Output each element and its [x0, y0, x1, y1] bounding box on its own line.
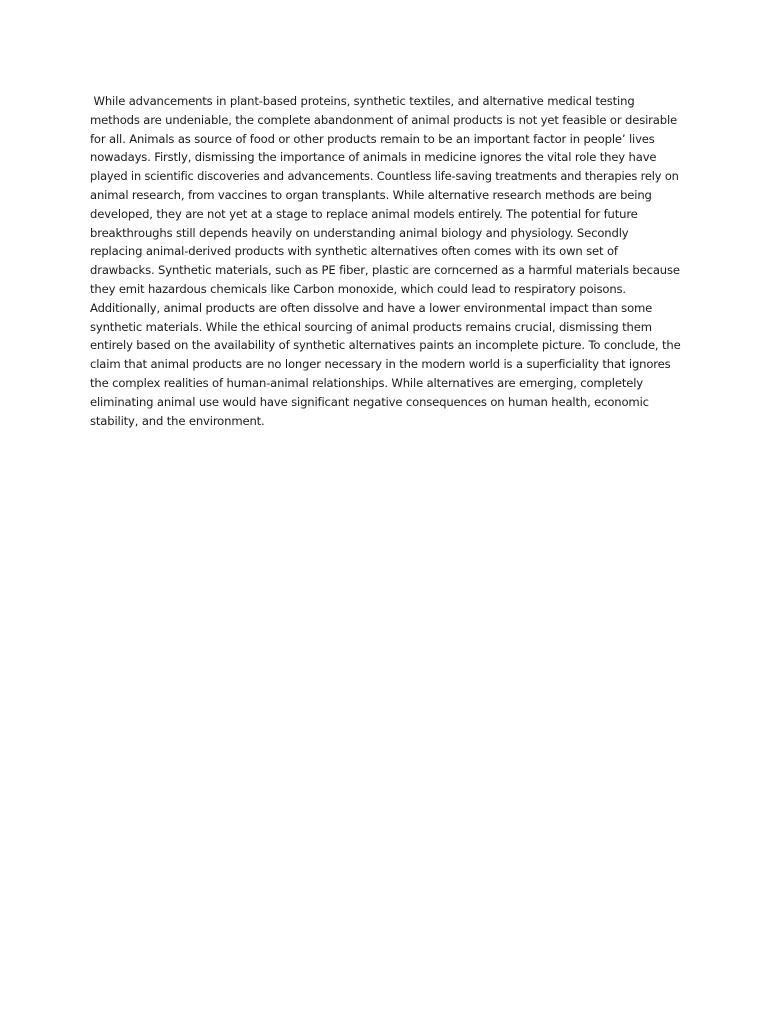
paragraph-line: they emit hazardous chemicals like Carbon monoxide, which could lead to respiratory poisons. [90, 281, 626, 296]
paragraph-line: synthetic materials. While the ethical sourcing of animal products remains crucial, dismissing them [90, 319, 652, 334]
paragraph-line: entirely based on the availability of synthetic alternatives paints an incomplete picture. To conclude, the [90, 338, 681, 353]
paragraph-line: animal research, from vaccines to organ transplants. While alternative research methods are being [90, 187, 652, 202]
paragraph-line: replacing animal-derived products with synthetic alternatives often comes with its own set of [90, 244, 618, 259]
paragraph-line: for all. Animals as source of food or other products remain to be an important factor in people’ lives [90, 131, 655, 146]
paragraph-line: nowadays. Firstly, dismissing the importance of animals in medicine ignores the vital role they have [90, 150, 657, 165]
paragraph-line: breakthroughs still depends heavily on understanding animal biology and physiology. Secondly [90, 225, 629, 240]
paragraph-line: played in scientific discoveries and advancements. Countless life-saving treatments and therapies rely on [90, 169, 679, 184]
paragraph-line: methods are undeniable, the complete abandonment of animal products is not yet feasible or desirable [90, 112, 678, 127]
essay-paragraph [90, 92, 682, 430]
paragraph-line: developed, they are not yet at a stage to replace animal models entirely. The potential for future [90, 206, 638, 221]
paragraph-line: Additionally, animal products are often dissolve and have a lower environmental impact than some [90, 300, 653, 315]
paragraph-line: drawbacks. Synthetic materials, such as PE fiber, plastic are corncerned as a harmful materials because [90, 263, 680, 278]
paragraph-line: stability, and the environment. [90, 413, 265, 428]
paragraph-line: the complex realities of human-animal relationships. While alternatives are emerging, completely [90, 375, 643, 390]
paragraph-line: claim that animal products are no longer necessary in the modern world is a superficiality that ignores [90, 357, 671, 372]
paragraph-line: While advancements in plant-based proteins, synthetic textiles, and alternative medical testing [90, 94, 635, 108]
paragraph-line: eliminating animal use would have significant negative consequences on human health, economic [90, 394, 649, 409]
